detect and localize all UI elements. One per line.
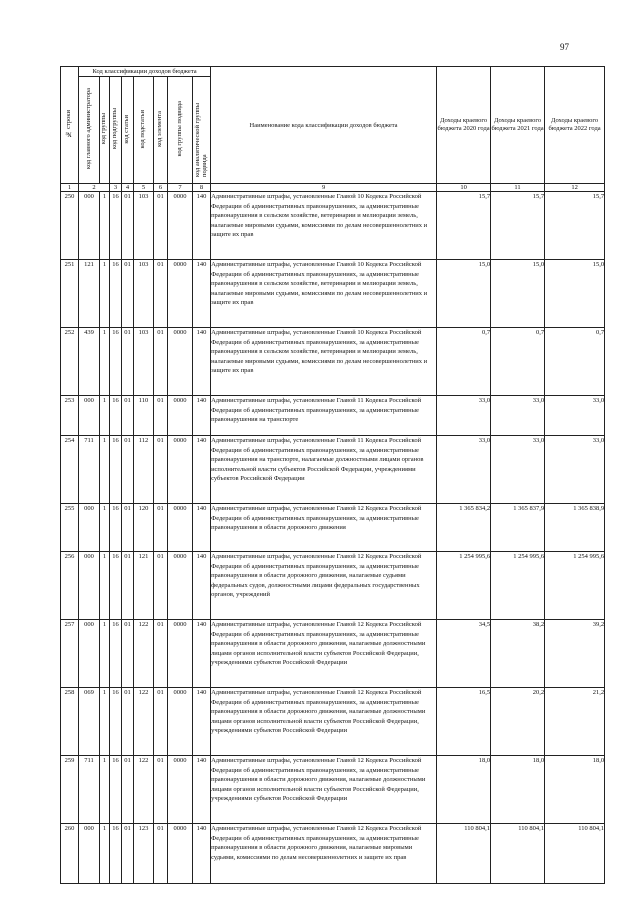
income-2021-cell: 33,0 — [491, 396, 545, 436]
subarticle-code-cell: 122 — [134, 620, 154, 688]
column-number: 2 — [79, 184, 110, 192]
subtype-group-code-cell: 0000 — [168, 192, 193, 260]
row-number-cell: 252 — [61, 328, 79, 396]
article-code-cell: 01 — [122, 756, 134, 824]
income-2022-cell: 110 804,1 — [545, 824, 605, 884]
row-number-cell: 253 — [61, 396, 79, 436]
income-2021-cell: 18,0 — [491, 756, 545, 824]
income-2021-cell: 0,7 — [491, 328, 545, 396]
revenue-table — [60, 66, 605, 884]
analytic-group-code-cell: 140 — [193, 552, 211, 620]
column-number: 4 — [122, 184, 134, 192]
name-cell: Административные штрафы, установленные Главой 12 Кодекса Российской Федерации об административных правонарушениях, за административные правонарушения в области дорожного движения, налагаемые должностными лицами органов исполнительной власти субъектов Российской Федерации, учреждениями субъектов Российской Федерации — [211, 620, 437, 688]
element-code-cell: 01 — [154, 824, 168, 884]
subgroup-code-cell: 16 — [110, 504, 122, 552]
table-row — [61, 396, 605, 436]
element-code-cell: 01 — [154, 552, 168, 620]
article-code-cell: 01 — [122, 436, 134, 504]
column-number: 8 — [193, 184, 211, 192]
subarticle-code-cell: 123 — [134, 824, 154, 884]
group-code-cell: 1 — [100, 688, 110, 756]
income-2022-cell: 33,0 — [545, 436, 605, 504]
subarticle-code-cell: 122 — [134, 688, 154, 756]
analytic-group-code-cell: 140 — [193, 504, 211, 552]
article-code-cell: 01 — [122, 688, 134, 756]
subgroup-code-cell: 16 — [110, 260, 122, 328]
header-name: Наименование кода классификации доходов бюджета — [211, 67, 437, 184]
name-cell: Административные штрафы, установленные Главой 10 Кодекса Российской Федерации об административных правонарушениях, за административные правонарушения в сельском хозяйстве, ветеринарии и мелиорации земель, налагаемые мировыми судьями, комиссиями по делам несовершеннолетних и защите их прав — [211, 260, 437, 328]
subtype-group-code-cell: 0000 — [168, 504, 193, 552]
row-number-cell: 255 — [61, 504, 79, 552]
name-cell: Административные штрафы, установленные Главой 12 Кодекса Российской Федерации об административных правонарушениях, за административные правонарушения в области дорожного движения, налагаемые мировыми судьями, комиссиями по делам несовершеннолетних и защите их прав — [211, 824, 437, 884]
element-code-cell: 01 — [154, 396, 168, 436]
header-classification-group: Код классификации доходов бюджета — [79, 67, 211, 77]
subgroup-code-cell: 16 — [110, 620, 122, 688]
analytic-group-code-cell: 140 — [193, 824, 211, 884]
article-code-cell: 01 — [122, 396, 134, 436]
income-2020-cell: 1 365 834,2 — [437, 504, 491, 552]
article-code-cell: 01 — [122, 620, 134, 688]
income-2020-cell: 16,5 — [437, 688, 491, 756]
analytic-group-code-cell: 140 — [193, 396, 211, 436]
article-code-cell: 01 — [122, 192, 134, 260]
element-code-cell: 01 — [154, 192, 168, 260]
row-number-cell: 250 — [61, 192, 79, 260]
element-code-cell: 01 — [154, 328, 168, 396]
analytic-group-code-cell: 140 — [193, 192, 211, 260]
analytic-group-code-cell: 140 — [193, 328, 211, 396]
income-2021-cell: 15,0 — [491, 260, 545, 328]
name-cell: Административные штрафы, установленные Главой 12 Кодекса Российской Федерации об административных правонарушениях, за административные правонарушения в области дорожного движения, налагаемые судьями федеральных судов, должностными лицами федеральных государственных органов, учреждений — [211, 552, 437, 620]
admin-code-cell: 711 — [79, 756, 100, 824]
subarticle-code-cell: 103 — [134, 192, 154, 260]
table-row — [61, 504, 605, 552]
element-code-cell: 01 — [154, 688, 168, 756]
subgroup-code-cell: 16 — [110, 688, 122, 756]
column-number: 3 — [110, 184, 122, 192]
header-element-code: код элемента — [154, 77, 168, 184]
header-group-code: код группы — [100, 77, 110, 184]
header-income-2022: Доходы краевого бюджета 2022 года — [545, 67, 605, 184]
group-code-cell: 1 — [100, 824, 110, 884]
income-2022-cell: 18,0 — [545, 756, 605, 824]
income-2021-cell: 20,2 — [491, 688, 545, 756]
subtype-group-code-cell: 0000 — [168, 396, 193, 436]
income-2021-cell: 33,0 — [491, 436, 545, 504]
admin-code-cell: 121 — [79, 260, 100, 328]
subarticle-code-cell: 112 — [134, 436, 154, 504]
income-2021-cell: 1 365 837,9 — [491, 504, 545, 552]
subtype-group-code-cell: 0000 — [168, 688, 193, 756]
income-2022-cell: 0,7 — [545, 328, 605, 396]
subarticle-code-cell: 110 — [134, 396, 154, 436]
header-admin-code: код главного администратора — [79, 77, 100, 184]
income-2022-cell: 15,7 — [545, 192, 605, 260]
column-number: 10 — [437, 184, 491, 192]
analytic-group-code-cell: 140 — [193, 620, 211, 688]
column-number: 9 — [211, 184, 437, 192]
income-2020-cell: 34,5 — [437, 620, 491, 688]
row-number-cell: 259 — [61, 756, 79, 824]
group-code-cell: 1 — [100, 192, 110, 260]
name-cell: Административные штрафы, установленные Главой 12 Кодекса Российской Федерации об административных правонарушениях, за административные правонарушения в области дорожного движения, налагаемые должностными лицами органов исполнительной власти субъектов Российской Федерации, учреждениями субъектов Российской Федерации — [211, 756, 437, 824]
subarticle-code-cell: 103 — [134, 328, 154, 396]
subgroup-code-cell: 16 — [110, 552, 122, 620]
subtype-group-code-cell: 0000 — [168, 328, 193, 396]
article-code-cell: 01 — [122, 260, 134, 328]
analytic-group-code-cell: 140 — [193, 688, 211, 756]
income-2021-cell: 38,2 — [491, 620, 545, 688]
analytic-group-code-cell: 140 — [193, 436, 211, 504]
name-cell: Административные штрафы, установленные Главой 10 Кодекса Российской Федерации об административных правонарушениях, за административные правонарушения в сельском хозяйстве, ветеринарии и мелиорации земель, налагаемые мировыми судьями, комиссиями по делам несовершеннолетних и защите их прав — [211, 328, 437, 396]
analytic-group-code-cell: 140 — [193, 756, 211, 824]
header-income-2020: Доходы краевого бюджета 2020 года — [437, 67, 491, 184]
subtype-group-code-cell: 0000 — [168, 756, 193, 824]
name-cell: Административные штрафы, установленные Главой 10 Кодекса Российской Федерации об административных правонарушениях, за административные правонарушения в сельском хозяйстве, ветеринарии и мелиорации земель, налагаемые мировыми судьями, комиссиями по делам несовершеннолетних и защите их прав — [211, 192, 437, 260]
income-2022-cell: 39,2 — [545, 620, 605, 688]
income-2022-cell: 1 365 838,9 — [545, 504, 605, 552]
subtype-group-code-cell: 0000 — [168, 260, 193, 328]
article-code-cell: 01 — [122, 824, 134, 884]
column-number: 12 — [545, 184, 605, 192]
table-row — [61, 688, 605, 756]
header-income-2021: Доходы краевого бюджета 2021 года — [491, 67, 545, 184]
group-code-cell: 1 — [100, 620, 110, 688]
subtype-group-code-cell: 0000 — [168, 552, 193, 620]
name-cell: Административные штрафы, установленные Главой 12 Кодекса Российской Федерации об административных правонарушениях, за административные правонарушения в области дорожного движения, налагаемые должностными лицами органов исполнительной власти субъектов Российской Федерации, учреждениями субъектов Российской Федерации — [211, 688, 437, 756]
group-code-cell: 1 — [100, 328, 110, 396]
article-code-cell: 01 — [122, 552, 134, 620]
subarticle-code-cell: 103 — [134, 260, 154, 328]
admin-code-cell: 000 — [79, 192, 100, 260]
income-2022-cell: 15,0 — [545, 260, 605, 328]
table-row — [61, 620, 605, 688]
row-number-cell: 251 — [61, 260, 79, 328]
admin-code-cell: 069 — [79, 688, 100, 756]
name-cell: Административные штрафы, установленные Главой 11 Кодекса Российской Федерации об административных правонарушениях, за административные правонарушения на транспорте, налагаемые должностными лицами органов исполнительной власти субъектов Российской Федерации, учреждениями субъектов Российской Федерации — [211, 436, 437, 504]
income-2020-cell: 1 254 995,6 — [437, 552, 491, 620]
article-code-cell: 01 — [122, 328, 134, 396]
admin-code-cell: 711 — [79, 436, 100, 504]
income-2021-cell: 15,7 — [491, 192, 545, 260]
subtype-group-code-cell: 0000 — [168, 436, 193, 504]
group-code-cell: 1 — [100, 756, 110, 824]
income-2021-cell: 110 804,1 — [491, 824, 545, 884]
subgroup-code-cell: 16 — [110, 756, 122, 824]
row-number-cell: 258 — [61, 688, 79, 756]
admin-code-cell: 439 — [79, 328, 100, 396]
column-number: 1 — [61, 184, 79, 192]
element-code-cell: 01 — [154, 756, 168, 824]
subgroup-code-cell: 16 — [110, 436, 122, 504]
admin-code-cell: 000 — [79, 396, 100, 436]
subtype-group-code-cell: 0000 — [168, 824, 193, 884]
element-code-cell: 01 — [154, 620, 168, 688]
column-number: 6 — [154, 184, 168, 192]
group-code-cell: 1 — [100, 504, 110, 552]
header-subarticle-code: код подстатьи — [134, 77, 154, 184]
header-subtype-group-code: код группы подвида — [168, 77, 193, 184]
group-code-cell: 1 — [100, 552, 110, 620]
table-row — [61, 328, 605, 396]
column-number: 11 — [491, 184, 545, 192]
row-number-cell: 254 — [61, 436, 79, 504]
header-analytic-group-code: код аналитической группы подвида — [193, 77, 211, 184]
column-number: 7 — [168, 184, 193, 192]
income-2020-cell: 110 804,1 — [437, 824, 491, 884]
income-2020-cell: 15,7 — [437, 192, 491, 260]
income-2022-cell: 21,2 — [545, 688, 605, 756]
group-code-cell: 1 — [100, 260, 110, 328]
row-number-cell: 257 — [61, 620, 79, 688]
table-row — [61, 824, 605, 884]
admin-code-cell: 000 — [79, 620, 100, 688]
income-2020-cell: 15,0 — [437, 260, 491, 328]
income-2020-cell: 18,0 — [437, 756, 491, 824]
income-2020-cell: 33,0 — [437, 436, 491, 504]
header-article-code: код статьи — [122, 77, 134, 184]
table-row — [61, 436, 605, 504]
header-row-number: № строки — [61, 67, 79, 184]
header-subgroup-code: код подгруппы — [110, 77, 122, 184]
page-number: 97 — [560, 42, 569, 52]
income-2022-cell: 1 254 995,6 — [545, 552, 605, 620]
column-number-row — [61, 184, 605, 192]
income-2022-cell: 33,0 — [545, 396, 605, 436]
element-code-cell: 01 — [154, 260, 168, 328]
row-number-cell: 260 — [61, 824, 79, 884]
article-code-cell: 01 — [122, 504, 134, 552]
group-code-cell: 1 — [100, 396, 110, 436]
table-row — [61, 192, 605, 260]
element-code-cell: 01 — [154, 504, 168, 552]
subgroup-code-cell: 16 — [110, 396, 122, 436]
income-2020-cell: 0,7 — [437, 328, 491, 396]
subgroup-code-cell: 16 — [110, 824, 122, 884]
subarticle-code-cell: 120 — [134, 504, 154, 552]
name-cell: Административные штрафы, установленные Главой 12 Кодекса Российской Федерации об административных правонарушениях, за административные правонарушения в области дорожного движения — [211, 504, 437, 552]
subgroup-code-cell: 16 — [110, 328, 122, 396]
name-cell: Административные штрафы, установленные Главой 11 Кодекса Российской Федерации об административных правонарушениях, за административные правонарушения на транспорте — [211, 396, 437, 436]
admin-code-cell: 000 — [79, 504, 100, 552]
column-number: 5 — [134, 184, 154, 192]
table-row — [61, 552, 605, 620]
income-2021-cell: 1 254 995,6 — [491, 552, 545, 620]
admin-code-cell: 000 — [79, 824, 100, 884]
row-number-cell: 256 — [61, 552, 79, 620]
table-row — [61, 260, 605, 328]
group-code-cell: 1 — [100, 436, 110, 504]
subarticle-code-cell: 121 — [134, 552, 154, 620]
subarticle-code-cell: 122 — [134, 756, 154, 824]
subtype-group-code-cell: 0000 — [168, 620, 193, 688]
admin-code-cell: 000 — [79, 552, 100, 620]
subgroup-code-cell: 16 — [110, 192, 122, 260]
element-code-cell: 01 — [154, 436, 168, 504]
table-row — [61, 756, 605, 824]
income-2020-cell: 33,0 — [437, 396, 491, 436]
analytic-group-code-cell: 140 — [193, 260, 211, 328]
